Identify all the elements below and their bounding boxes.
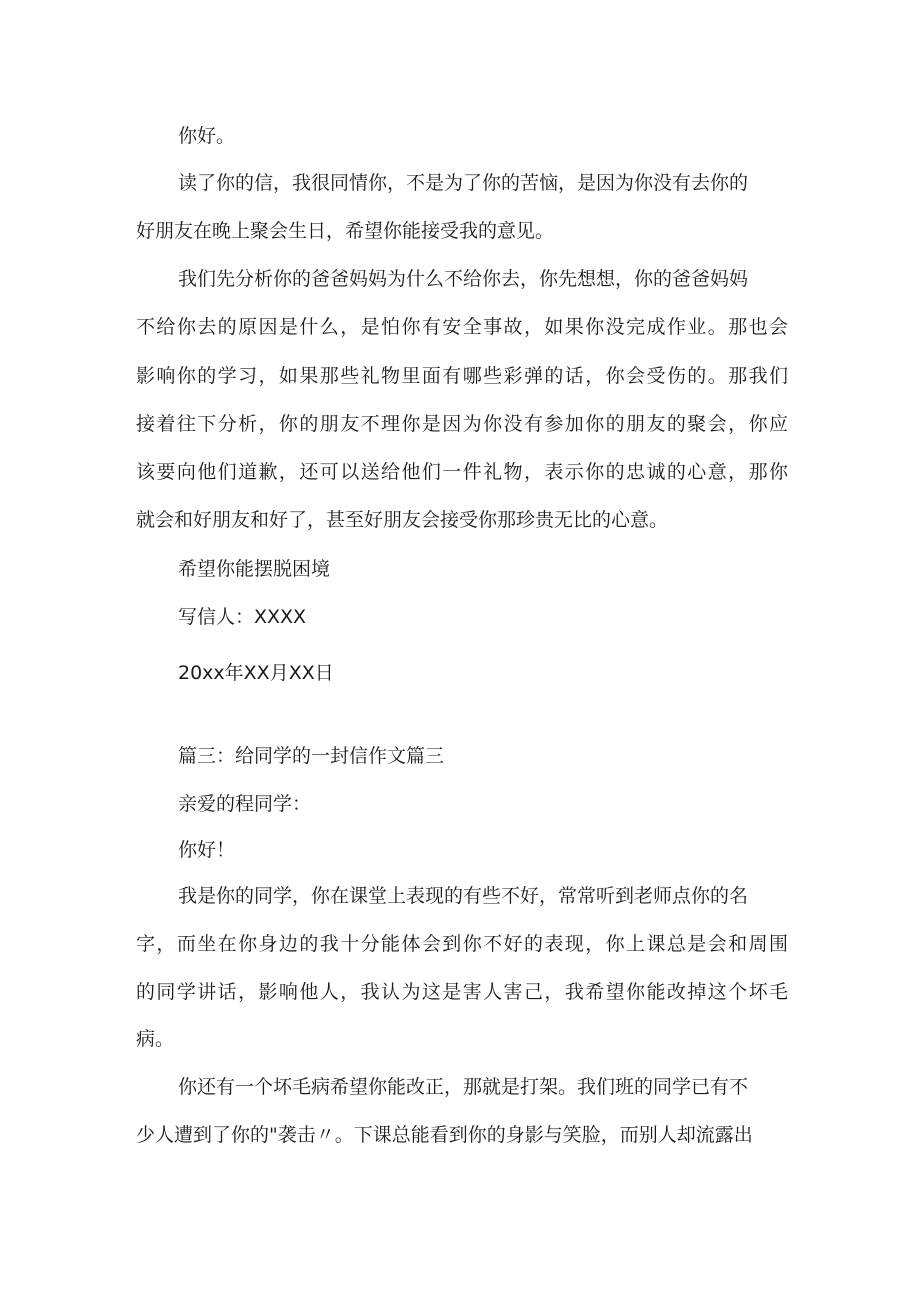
letter3-salutation: 亲爱的程同学： [178,793,312,815]
letter1-greeting: 你好。 [178,125,236,147]
letter3-p1-line4: 病。 [136,1028,175,1050]
letter1-p2-line4: 接着往下分析，你的朋友不理你是因为你没有参加你的朋友的聚会，你应 [136,413,788,435]
letter1-closing: 希望你能摆脱困境 [178,558,331,580]
letter1-p2-line3: 影响你的学习，如果那些礼物里面有哪些彩弹的话，你会受伤的。那我们 [136,365,788,387]
letter1-p2-line2: 不给你去的原因是什么，是怕你有安全事故，如果你没完成作业。那也会 [136,316,788,338]
letter1-p1-line2: 好朋友在晚上聚会生日，希望你能接受我的意见。 [136,220,555,242]
letter3-p2-line1: 你还有一个坏毛病希望你能改正，那就是打架。我们班的同学已有不 [178,1076,749,1098]
letter3-p1-line1: 我是你的同学，你在课堂上表现的有些不好，常常听到老师点你的名 [178,885,749,907]
letter3-heading: 篇三：给同学的一封信作文篇三 [178,745,445,767]
letter3-p1-line3: 的同学讲话，影响他人，我认为这是害人害己，我希望你能改掉这个坏毛 [136,981,788,1003]
letter1-p1-line1: 读了你的信，我很同情你，不是为了你的苦恼，是因为你没有去你的 [178,172,749,194]
letter1-p2-line5: 该要向他们道歉，还可以送给他们一件礼物，表示你的忠诚的心意，那你 [136,461,788,483]
letter3-p2-line2: 少人遭到了你的"袭击〃。下课总能看到你的身影与笑脸，而别人却流露出 [136,1124,753,1146]
letter1-date: 20xx年XX月XX日 [178,662,334,684]
letter3-greeting: 你好！ [178,839,236,861]
letter1-p2-line1: 我们先分析你的爸爸妈妈为什么不给你去，你先想想，你的爸爸妈妈 [178,268,749,290]
letter3-p1-line2: 字，而坐在你身边的我十分能体会到你不好的表现，你上课总是会和周围 [136,933,788,955]
letter1-p2-line6: 就会和好朋友和好了，甚至好朋友会接受你那珍贵无比的心意。 [136,509,669,531]
letter1-signature: 写信人：XXXX [178,606,307,628]
